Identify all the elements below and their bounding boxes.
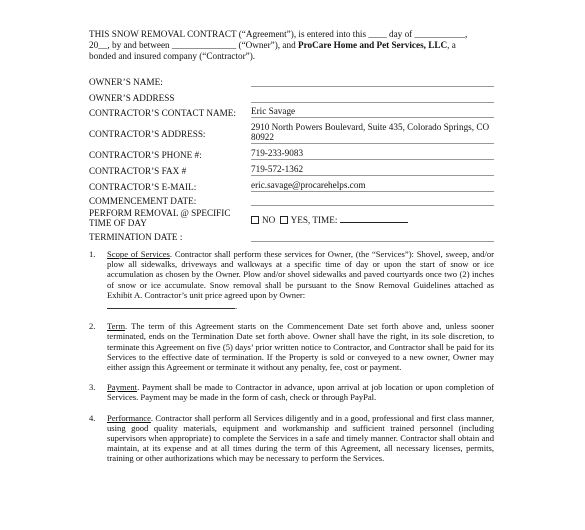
- company-name: ProCare Home and Pet Services, LLC: [297, 40, 448, 50]
- no-label: NO: [262, 214, 276, 225]
- phone-value[interactable]: 719-233-9083: [251, 148, 494, 160]
- owner-address-input[interactable]: [251, 91, 494, 103]
- field-label: COMMENCEMENT DATE:: [89, 196, 197, 206]
- clause-number: 4.: [89, 412, 96, 423]
- clause-heading: Scope of Services: [107, 249, 170, 259]
- field-termination: [89, 230, 494, 242]
- commencement-date-input[interactable]: [251, 194, 494, 206]
- field-label: OWNER’S ADDRESS: [89, 93, 175, 103]
- email-value[interactable]: eric.savage@procarehelps.com: [251, 180, 494, 192]
- termination-date-input[interactable]: [251, 230, 494, 242]
- field-owner-address: [89, 87, 494, 103]
- intro-line-2-start: 20__, by and between ______________ (“Owner”), and: [89, 40, 296, 50]
- field-contractor-address: [89, 118, 494, 144]
- field-label: CONTRACTOR’S CONTACT NAME:: [89, 108, 236, 118]
- intro-line-1: THIS SNOW REMOVAL CONTRACT (“Agreement”), is entered into this ____ day of ___________,: [89, 29, 468, 39]
- clause-text: [107, 321, 494, 372]
- field-label: CONTRACTOR’S ADDRESS:: [89, 128, 206, 139]
- clause-text: [107, 249, 494, 311]
- clause-heading: Term: [107, 321, 126, 332]
- clause-text: [107, 382, 494, 402]
- owner-name-input[interactable]: [251, 75, 494, 87]
- clause-payment: [89, 382, 494, 402]
- fax-value[interactable]: 719-572-1362: [251, 164, 494, 176]
- clause-body: . Contractor shall perform all Services diligently and in a good, professional and first class manner, using good quality materials, equipment and workmanship and sufficient trained personnel (including supervisors when appropriate) to complete the Services in a safe and timely manner. Contractor shall obtain and maintain, at its expense and at all times during the term of this Agreement, all necessary licenses, permits, training or other authorizations which may be necessary to perform the Services.: [107, 412, 494, 464]
- no-checkbox[interactable]: [251, 216, 259, 224]
- clause-heading: Payment: [107, 382, 138, 393]
- removal-options: [251, 211, 494, 226]
- clause-performance: [89, 413, 494, 464]
- field-commencement: [89, 192, 494, 206]
- field-email: [89, 176, 494, 192]
- clause-tail: .: [235, 301, 238, 312]
- contractor-address-value[interactable]: 2910 North Powers Boulevard, Suite 435, Colorado Springs, CO 80922: [251, 122, 494, 144]
- clause-heading: Performance: [107, 412, 151, 423]
- clause-body: . The term of this Agreement starts on the Commencement Date set forth above and, unless sooner terminated, ends on the Termination Date set forth above. Owner shall have the right, in its sole discretion, to terminate this Agreement on five (5) days’ prior written notice to Contractor, and Contractor shall be paid for its Services to the effective date of termination. If the Property is sold or conveyed to a new owner, Owner may either assign this Agreement or terminate it without any penalty, fee, cost or payment.: [107, 321, 494, 373]
- clause-number: 3.: [89, 382, 96, 393]
- field-label: PERFORM REMOVAL @ SPECIFIC TIME OF DAY: [89, 208, 231, 228]
- clause-scope: [89, 249, 494, 311]
- clause-body: . Payment shall be made to Contractor in advance, upon arrival at job location or upon completion of Services. Payment may be made in the form of cash, check or through PayPal.: [107, 382, 494, 403]
- intro-line-3: bonded and insured company (“Contractor”).: [89, 51, 256, 61]
- yes-time-label: YES, TIME:: [290, 214, 338, 225]
- clause-number: 1.: [89, 249, 96, 259]
- clause-body: . Contractor shall perform these services for Owner, (the “Services”): Shovel, sweep, and/or plow all sidewalks, driveways and walkways at a specific time of day or upon the start of snow or ice accumulation as chosen by the Owner. Plow and/or shovel sidewalks and paved courtyards once two (2) inches of snow or ice accumulate. Snow removal shall be pursuant to the Snow Removal Guidelines attached as Exhibit A. Contractor’s unit price agreed upon by Owner:: [107, 249, 494, 300]
- field-label: TERMINATION DATE :: [89, 232, 183, 242]
- contact-name-value[interactable]: Eric Savage: [251, 106, 494, 118]
- clause-number: 2.: [89, 321, 96, 332]
- intro-line-2-end: , a: [447, 40, 456, 50]
- contract-clauses: [89, 249, 494, 474]
- time-input[interactable]: [340, 214, 408, 223]
- field-phone: [89, 144, 494, 160]
- field-label: OWNER’S NAME:: [89, 77, 163, 87]
- field-contact-name: [89, 103, 494, 118]
- yes-checkbox[interactable]: [280, 216, 288, 224]
- field-label: CONTRACTOR’S FAX #: [89, 166, 187, 176]
- clause-text: [107, 413, 494, 464]
- unit-price-blank[interactable]: [107, 300, 238, 312]
- field-specific-time: [89, 206, 494, 230]
- intro-paragraph: [89, 29, 494, 62]
- field-owner-name: [89, 73, 494, 87]
- field-fax: [89, 160, 494, 176]
- field-label: CONTRACTOR’S PHONE #:: [89, 150, 202, 160]
- clause-term: [89, 321, 494, 372]
- intro-line-2: [89, 40, 494, 51]
- contract-fields: [89, 73, 494, 242]
- field-label: CONTRACTOR’S E-MAIL:: [89, 182, 197, 192]
